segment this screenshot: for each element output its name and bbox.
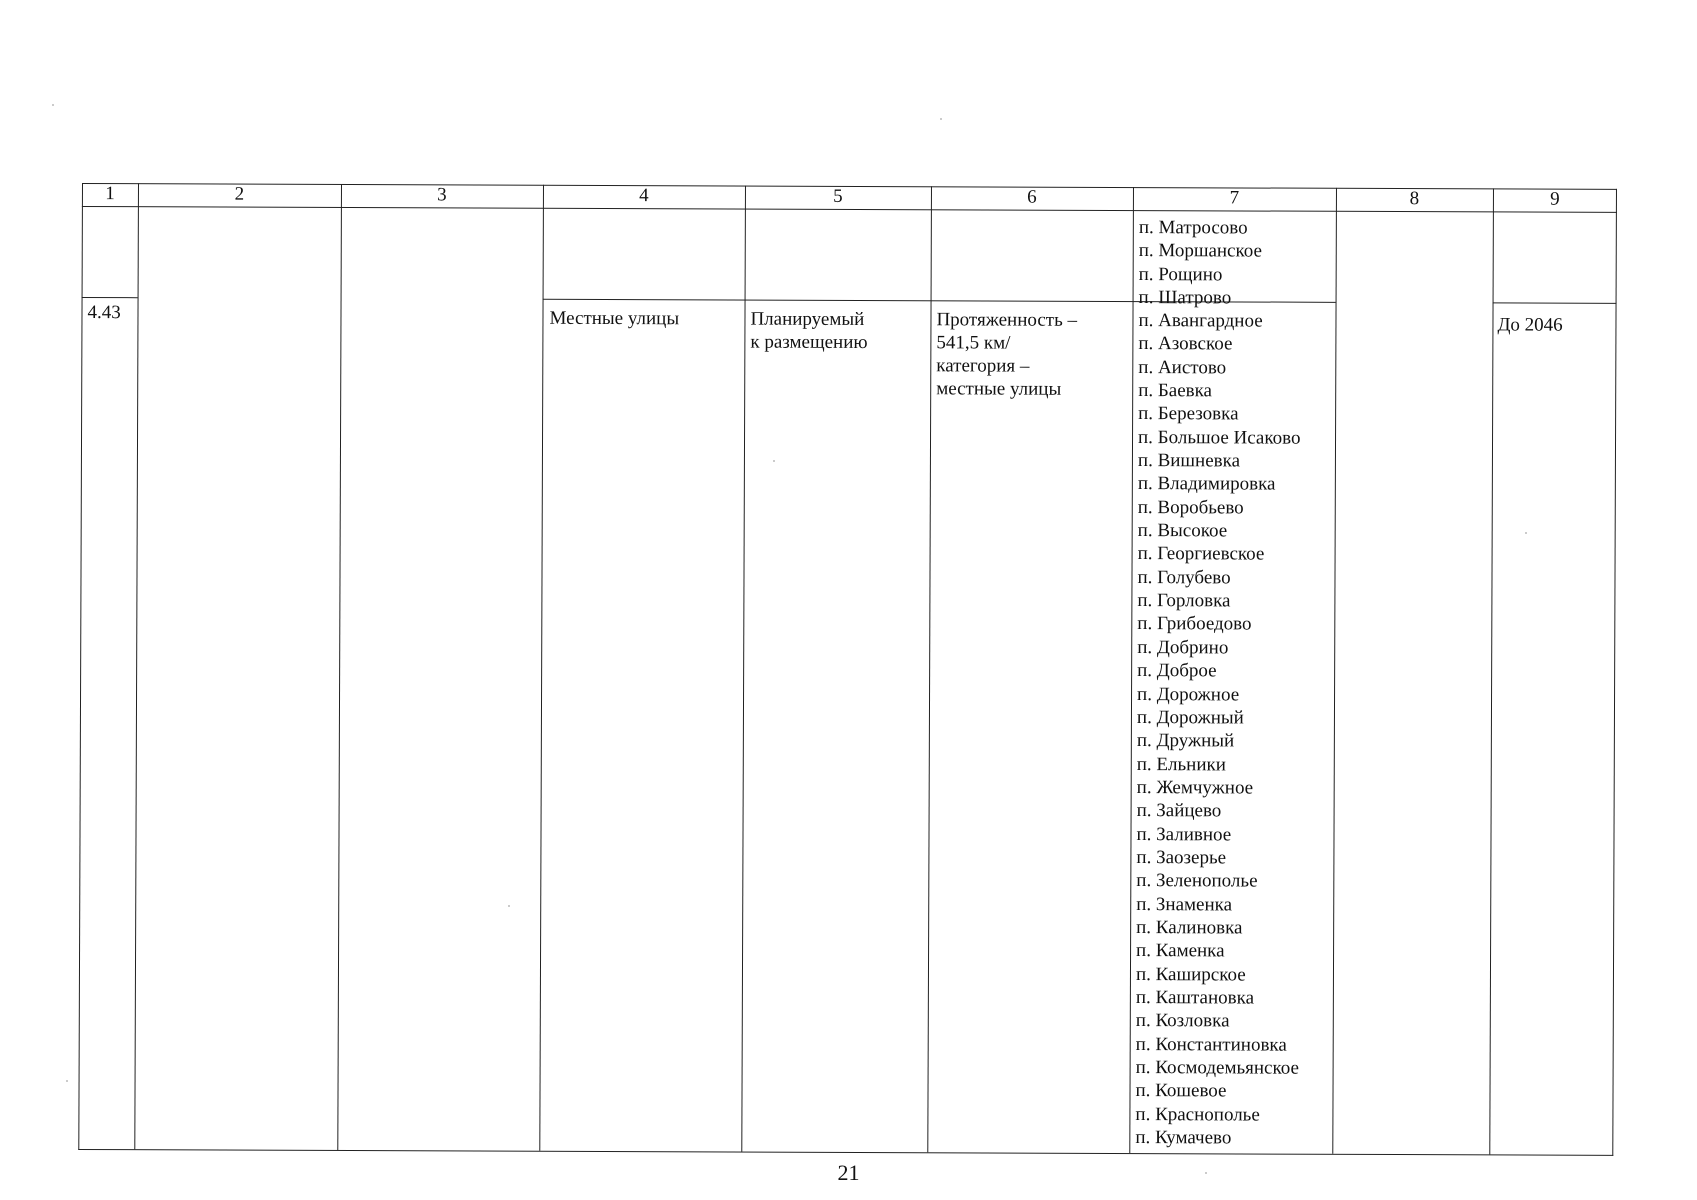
settlement-item: п. Ельники <box>1136 753 1226 775</box>
scan-speck <box>52 104 54 106</box>
settlement-item: п. Дорожное <box>1137 683 1240 705</box>
settlement-item: п. Вишневка <box>1137 450 1241 472</box>
settlement-item: п. Большое Исаково <box>1137 426 1301 449</box>
settlement-item: п. Воробьево <box>1137 496 1244 519</box>
settlement-item: п. Заливное <box>1136 823 1232 845</box>
settlement-item: п. Кумачево <box>1135 1127 1232 1149</box>
settlement-item: п. Голубево <box>1137 566 1231 589</box>
row-divider-col1 <box>82 297 138 298</box>
col-divider-8 <box>1489 188 1494 1154</box>
characteristics-line-2: 541,5 км/ <box>936 332 1011 354</box>
settlement-item: п. Дружный <box>1136 730 1235 752</box>
characteristics-line-1: Протяженность – <box>936 309 1078 331</box>
settlement-item: п. Горловка <box>1137 590 1231 612</box>
status-line-1: Планируемый <box>750 308 865 331</box>
column-header-5: 5 <box>833 185 843 207</box>
row-divider-col9 <box>1493 302 1617 303</box>
column-header-3: 3 <box>437 184 447 206</box>
settlement-item: п. Доброе <box>1137 660 1217 682</box>
settlement-item: п. Грибоедово <box>1137 613 1252 635</box>
page-number: 21 <box>837 1160 860 1185</box>
settlement-item: п. Владимировка <box>1137 473 1276 495</box>
scan-speck <box>1525 532 1527 534</box>
object-status <box>750 308 867 354</box>
settlement-item: п. Зеленополье <box>1136 870 1258 892</box>
scan-speck <box>66 1080 68 1082</box>
column-header-1: 1 <box>105 183 115 205</box>
characteristics-line-4: местные улицы <box>936 378 1062 400</box>
settlement-item: п. Шатрово <box>1138 287 1232 309</box>
scan-speck <box>773 460 775 462</box>
settlement-item: п. Козловка <box>1135 1010 1230 1032</box>
column-header-2: 2 <box>234 183 245 205</box>
row-number: 4.43 <box>87 302 121 324</box>
settlement-item: п. Заозерье <box>1136 846 1227 869</box>
settlement-item: п. Кошевое <box>1135 1080 1227 1102</box>
col-divider-1 <box>134 183 139 1149</box>
table-right-border <box>1612 189 1617 1156</box>
settlement-item: п. Рощино <box>1138 263 1223 286</box>
settlement-item: п. Жемчужное <box>1136 776 1254 799</box>
settlement-item: п. Каширское <box>1135 963 1246 986</box>
column-header-6: 6 <box>1027 186 1037 208</box>
settlement-item: п. Каштановка <box>1135 987 1255 1009</box>
characteristics-line-3: категория – <box>936 355 1030 377</box>
settlement-list <box>1135 309 1302 1150</box>
settlement-item: п. Краснополье <box>1135 1103 1260 1126</box>
table-left-border <box>78 183 83 1150</box>
settlement-item: п. Авангардное <box>1138 310 1263 332</box>
settlement-item: п. Аистово <box>1138 356 1227 379</box>
status-line-2: к размещению <box>750 331 868 354</box>
col-divider-4 <box>741 186 746 1152</box>
settlement-item: п. Моршанское <box>1138 240 1262 262</box>
table-bottom-border <box>78 1149 1613 1156</box>
implementation-deadline: До 2046 <box>1497 314 1563 336</box>
settlement-item: п. Высокое <box>1137 520 1228 542</box>
col-divider-2 <box>337 184 342 1150</box>
col-divider-6 <box>1129 187 1134 1153</box>
settlement-item: п. Березовка <box>1138 403 1239 425</box>
settlement-item: п. Каменка <box>1136 940 1225 962</box>
settlement-item: п. Азовское <box>1138 333 1233 355</box>
col-divider-3 <box>539 185 544 1151</box>
settlement-item: п. Зайцево <box>1136 800 1222 822</box>
column-header-9: 9 <box>1550 188 1560 210</box>
scan-speck <box>1205 1172 1207 1174</box>
scan-speck <box>508 905 510 907</box>
settlement-item: п. Калиновка <box>1136 916 1243 939</box>
column-header-7: 7 <box>1229 187 1240 209</box>
settlement-item: п. Константиновка <box>1135 1033 1287 1056</box>
continued-settlement-list <box>1139 216 1263 310</box>
scan-speck <box>940 118 942 120</box>
column-header-4: 4 <box>639 185 649 207</box>
object-characteristics <box>936 308 1077 401</box>
settlement-item: п. Баевка <box>1138 380 1213 402</box>
settlement-item: п. Дорожный <box>1136 706 1244 729</box>
settlement-item: п. Матросово <box>1138 217 1248 239</box>
settlement-item: п. Космодемьянское <box>1135 1057 1299 1079</box>
object-name: Местные улицы <box>549 307 680 330</box>
column-header-8: 8 <box>1409 188 1420 210</box>
settlement-item: п. Георгиевское <box>1137 543 1265 565</box>
settlement-item: п. Добрино <box>1137 636 1229 659</box>
data-table <box>78 183 1617 1155</box>
col-divider-7 <box>1332 188 1337 1154</box>
settlement-item: п. Знаменка <box>1136 893 1233 916</box>
col-divider-5 <box>927 186 932 1152</box>
